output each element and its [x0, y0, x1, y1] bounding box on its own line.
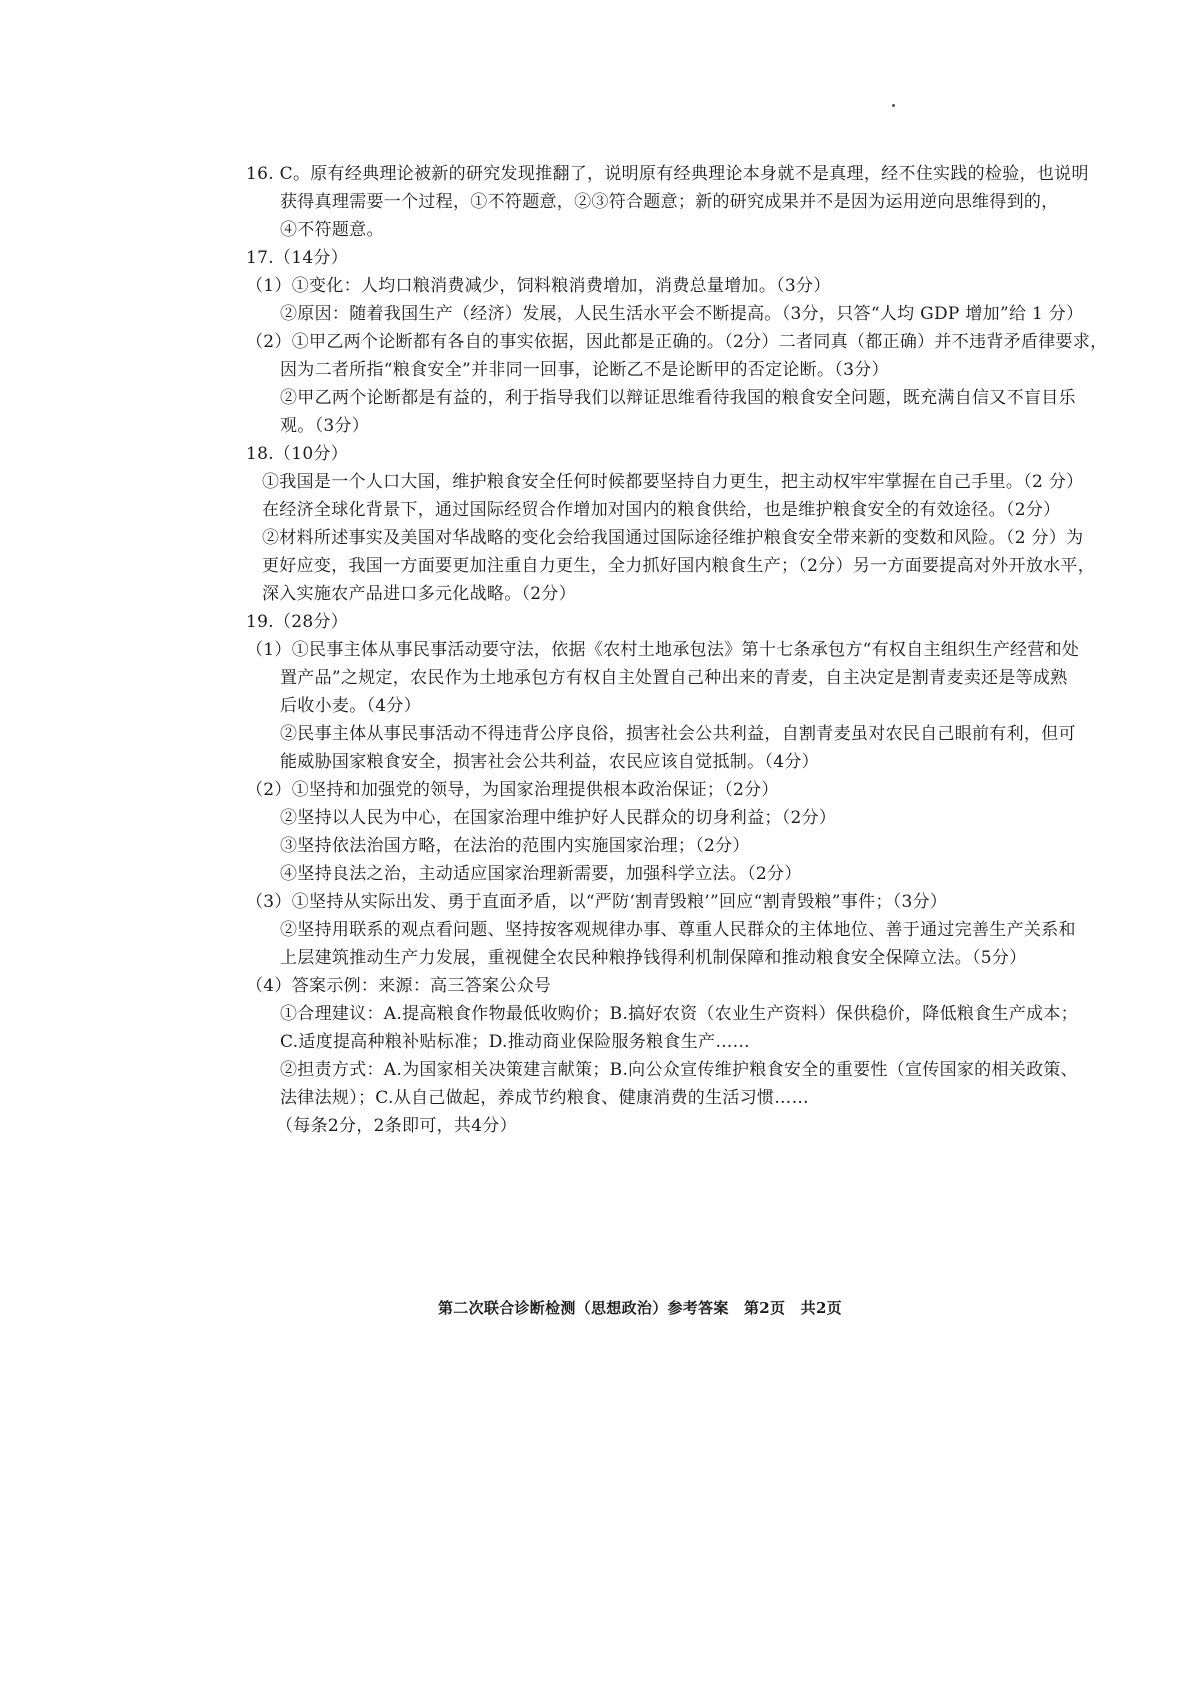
- q19-p2-line-3: ③坚持依法治国方略，在法治的范围内实施国家治理；（2分）: [280, 836, 750, 856]
- q19-header: 19.（28分）: [246, 612, 349, 632]
- q19-p4-line-3: C.适度提高种粮补贴标准；D.推动商业保险服务粮食生产……: [280, 1032, 750, 1052]
- q17-p2-line-2: 因为二者所指“粮食安全”并非同一回事，论断乙不是论断甲的否定论断。（3分）: [280, 360, 889, 380]
- q18-line-2: 在经济全球化背景下，通过国际经贸合作增加对国内的粮食供给，也是维护粮食安全的有效途径。（2分）: [262, 500, 1061, 520]
- q19-p2-line-1: （2）①坚持和加强党的领导，为国家治理提供根本政治保证；（2分）: [246, 780, 779, 800]
- q18-header: 18.（10分）: [246, 444, 349, 464]
- scan-speck: [892, 104, 895, 107]
- q19-p2-line-4: ④坚持良法之治，主动适应国家治理新需要，加强科学立法。（2分）: [280, 864, 802, 884]
- q17-p2-line-4: 观。（3分）: [280, 416, 370, 436]
- q16-line-1: 16. C。原有经典理论被新的研究发现推翻了，说明原有经典理论本身就不是真理，经不住实践的检验，也说明: [246, 164, 1089, 184]
- q17-p2-line-3: ②甲乙两个论断都是有益的，利于指导我们以辩证思维看待我国的粮食安全问题，既充满自信又不盲目乐: [280, 388, 1076, 408]
- q17-p2-line-1: （2）①甲乙两个论断都有各自的事实依据，因此都是正确的。（2分）二者同真（都正确）并不违背矛盾律要求，: [246, 332, 1108, 352]
- q19-p4-line-1: （4）答案示例：来源：高三答案公众号: [246, 976, 552, 996]
- q19-p3-line-3: 上层建筑推动生产力发展，重视健全农民种粮挣钱得利机制保障和推动粮食安全保障立法。（5分）: [280, 948, 1027, 968]
- q18-line-4: 更好应变，我国一方面要更加注重自力更生，全力抓好国内粮食生产；（2分）另一方面要提高对外开放水平，: [262, 556, 1096, 576]
- q17-header: 17.（14分）: [246, 248, 349, 268]
- q19-p1-line-2: 置产品”之规定，农民作为土地承包方有权自主处置自己种出来的青麦，自主决定是割青麦卖还是等成熟: [280, 668, 1068, 688]
- q18-line-3: ②材料所述事实及美国对华战略的变化会给我国通过国际途径维护粮食安全带来新的变数和风险。（2 分）为: [262, 528, 1084, 548]
- q19-p3-line-2: ②坚持用联系的观点看问题、坚持按客观规律办事、尊重人民群众的主体地位、善于通过完善生产关系和: [280, 920, 1076, 940]
- q17-p1-line-2: ②原因：随着我国生产（经济）发展，人民生活水平会不断提高。（3分，只答“人均 GDP 增加”给 1 分）: [280, 304, 1084, 324]
- q19-p4-line-4: ②担责方式：A.为国家相关决策建言献策；B.向公众宣传维护粮食安全的重要性（宣传国家的相关政策、: [280, 1060, 1078, 1080]
- q19-p1-line-3: 后收小麦。（4分）: [280, 696, 422, 716]
- q16-line-3: ④不符题意。: [280, 220, 384, 240]
- q19-p2-line-2: ②坚持以人民为中心，在国家治理中维护好人民群众的切身利益；（2分）: [280, 808, 837, 828]
- page-footer: 第二次联合诊断检测（思想政治）参考答案 第2页 共2页: [438, 1299, 842, 1317]
- q19-p4-line-5: 法律法规）；C.从自己做起，养成节约粮食、健康消费的生活习惯……: [280, 1088, 809, 1108]
- q19-p1-line-4: ②民事主体从事民事活动不得违背公序良俗，损害社会公共利益，自割青麦虽对农民自己眼前有利，但可: [280, 724, 1076, 744]
- q19-p1-line-1: （1）①民事主体从事民事活动要守法，依据《农村土地承包法》第十七条承包方“有权自主组织生产经营和处: [246, 640, 1080, 660]
- q16-line-2: 获得真理需要一个过程，①不符题意，②③符合题意；新的研究成果并不是因为运用逆向思维得到的，: [280, 192, 1059, 212]
- q19-p4-line-2: ①合理建议：A.提高粮食作物最低收购价；B.搞好农资（农业生产资料）保供稳价，降低粮食生产成本；: [280, 1004, 1078, 1024]
- q18-line-1: ①我国是一个人口大国，维护粮食安全任何时候都要坚持自力更生，把主动权牢牢掌握在自己手里。（2 分）: [262, 472, 1084, 492]
- q17-p1-line-1: （1）①变化：人均口粮消费减少，饲料粮消费增加，消费总量增加。（3分）: [246, 276, 831, 296]
- q19-p1-line-5: 能威胁国家粮食安全，损害社会公共利益，农民应该自觉抵制。（4分）: [280, 752, 819, 772]
- q19-p3-line-1: （3）①坚持从实际出发、勇于直面矛盾，以“严防‘割青毁粮’”回应“割青毁粮”事件；（3分）: [246, 892, 948, 912]
- q19-p4-line-6: （每条2分，2条即可，共4分）: [276, 1116, 517, 1136]
- q18-line-5: 深入实施农产品进口多元化战略。（2分）: [262, 584, 577, 604]
